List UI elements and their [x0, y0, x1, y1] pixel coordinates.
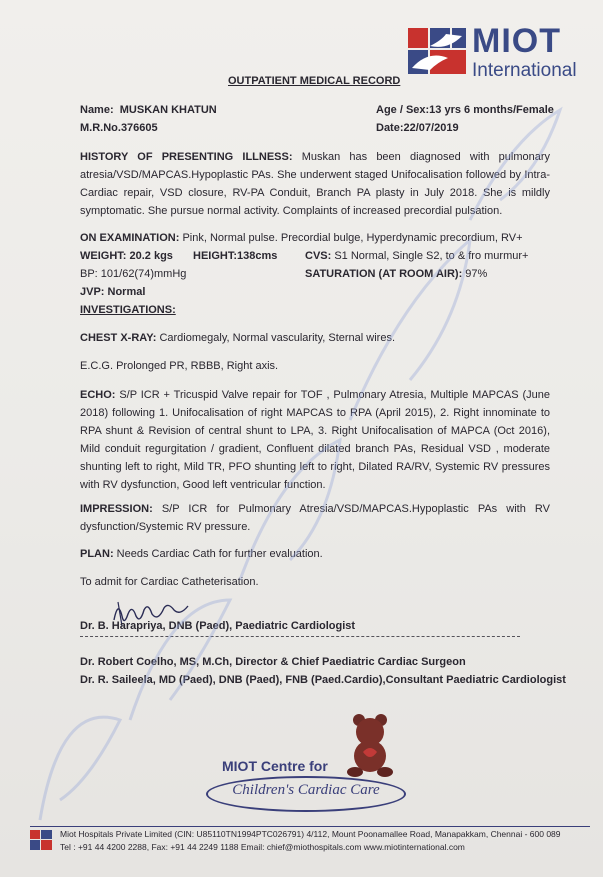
plan-text: Needs Cardiac Cath for further evaluation.	[113, 548, 323, 560]
doctor-director: Dr. Robert Coelho, MS, M.Ch, Director & Chief Paediatric Cardiac Surgeon	[80, 656, 466, 668]
chest-xray-text: Cardiomegaly, Normal vascularity, Sternal wires.	[156, 332, 396, 344]
history-label: HISTORY OF PRESENTING ILLNESS:	[80, 151, 293, 163]
weight: WEIGHT: 20.2 kgs	[80, 250, 173, 262]
examination-row	[80, 232, 523, 244]
brand-subtitle: International	[472, 60, 577, 81]
cvs-text: S1 Normal, Single S2, to & fro murmur+	[331, 250, 529, 262]
saturation-label: SATURATION (AT ROOM AIR):	[305, 268, 463, 280]
impression-section	[80, 500, 550, 536]
footer-contact: Tel : +91 44 4200 2288, Fax: +91 44 2249 1188 Email: chief@miothospitals.com www.miotinternational.com	[60, 842, 465, 852]
saturation-row	[305, 268, 487, 280]
chest-xray-label: CHEST X-RAY:	[80, 332, 157, 344]
examination-text: Pink, Normal pulse. Precordial bulge, Hyperdynamic precordium, RV+	[179, 232, 523, 244]
doctor-consultant: Dr. R. Saileela, MD (Paed), DNB (Paed), FNB (Paed.Cardio),Consultant Paediatric Cardiologist	[80, 674, 566, 686]
doctor-primary: Dr. B. Harapriya, DNB (Paed), Paediatric Cardiologist	[80, 620, 356, 632]
echo-section	[80, 386, 550, 494]
teddy-bear-icon	[345, 712, 395, 778]
cvs-row	[305, 250, 528, 262]
footer-logo-icon	[30, 830, 52, 850]
mr-number: M.R.No.376605	[80, 122, 158, 134]
page-title: OUTPATIENT MEDICAL RECORD	[228, 75, 401, 87]
chest-xray-row	[80, 332, 395, 344]
cardiac-care-stamp	[200, 712, 410, 810]
stamp-care-text: Children's Cardiac Care	[232, 782, 380, 798]
admit-note: To admit for Cardiac Catheterisation.	[80, 576, 259, 588]
ecg-label: E.C.G.	[80, 360, 114, 372]
height: HEIGHT:138cms	[193, 250, 278, 262]
visit-date: Date:22/07/2019	[376, 122, 459, 134]
stamp-centre-text: MIOT Centre for	[222, 758, 328, 774]
plan-row	[80, 548, 323, 560]
brand-name: MIOT	[472, 22, 561, 60]
footer-address: Miot Hospitals Private Limited (CIN: U85110TN1994PTC026791) 4/112, Mount Poonamallee Road, Manapakkam, Chennai - 600 089	[60, 829, 561, 839]
divider	[80, 636, 520, 637]
plan-label: PLAN:	[80, 548, 114, 560]
age-sex: Age / Sex:13 yrs 6 months/Female	[376, 104, 554, 116]
jvp: JVP: Normal	[80, 286, 146, 298]
miot-hands-icon	[408, 28, 466, 78]
patient-name: MUSKAN KHATUN	[119, 104, 217, 116]
miot-logo	[408, 22, 588, 86]
echo-label: ECHO:	[80, 389, 116, 401]
bp: BP: 101/62(74)mmHg	[80, 268, 187, 280]
ecg-row	[80, 360, 278, 372]
echo-text: S/P ICR + Tricuspid Valve repair for TOF , Pulmonary Atresia, Multiple MAPCAS (June 2018) following 1. Unifocalisation of right MAPCAS to RPA (April 2015), 2. Right innominate to RPA shunt & Revision of central shunt to LPA, 3. Right Unifocalisation of MAPCA (Oct 2016), Mild conduit regurgitation / gradient, Confluent dilated branch PAs, Residual VSD , moderate shunting left to right, Mild TR, PFO shunting left to right, Dilated RA/RV, Systemic RV pressures with RV dysfunction, Good left ventricular function.	[80, 389, 550, 491]
ecg-text: Prolonged PR, RBBB, Right axis.	[113, 360, 279, 372]
cvs-label: CVS:	[305, 250, 332, 262]
examination-label: ON EXAMINATION:	[80, 232, 180, 244]
impression-label: IMPRESSION:	[80, 503, 153, 515]
saturation-value: 97%	[462, 268, 488, 280]
footer-rule	[30, 826, 590, 827]
impression-text: S/P ICR for Pulmonary Atresia/VSD/MAPCAS.Hypoplastic PAs with RV dysfunction/Systemic RV pressure.	[80, 503, 550, 533]
investigations-heading: INVESTIGATIONS:	[80, 304, 176, 316]
history-section	[80, 148, 550, 220]
history-text: Muskan has been diagnosed with pulmonary atresia/VSD/MAPCAS.Hypoplastic PAs. She underwent staged Unifocalisation followed by Intra-Cardiac repair, VSD closure, RV-PA Conduit, Branch PA plasty in July 2018. She is mildly symptomatic. She pursue normal activity. Complaints of increased precordial pulsation.	[80, 151, 551, 217]
name-label: Name:	[80, 104, 114, 116]
patient-name-row	[80, 104, 217, 116]
